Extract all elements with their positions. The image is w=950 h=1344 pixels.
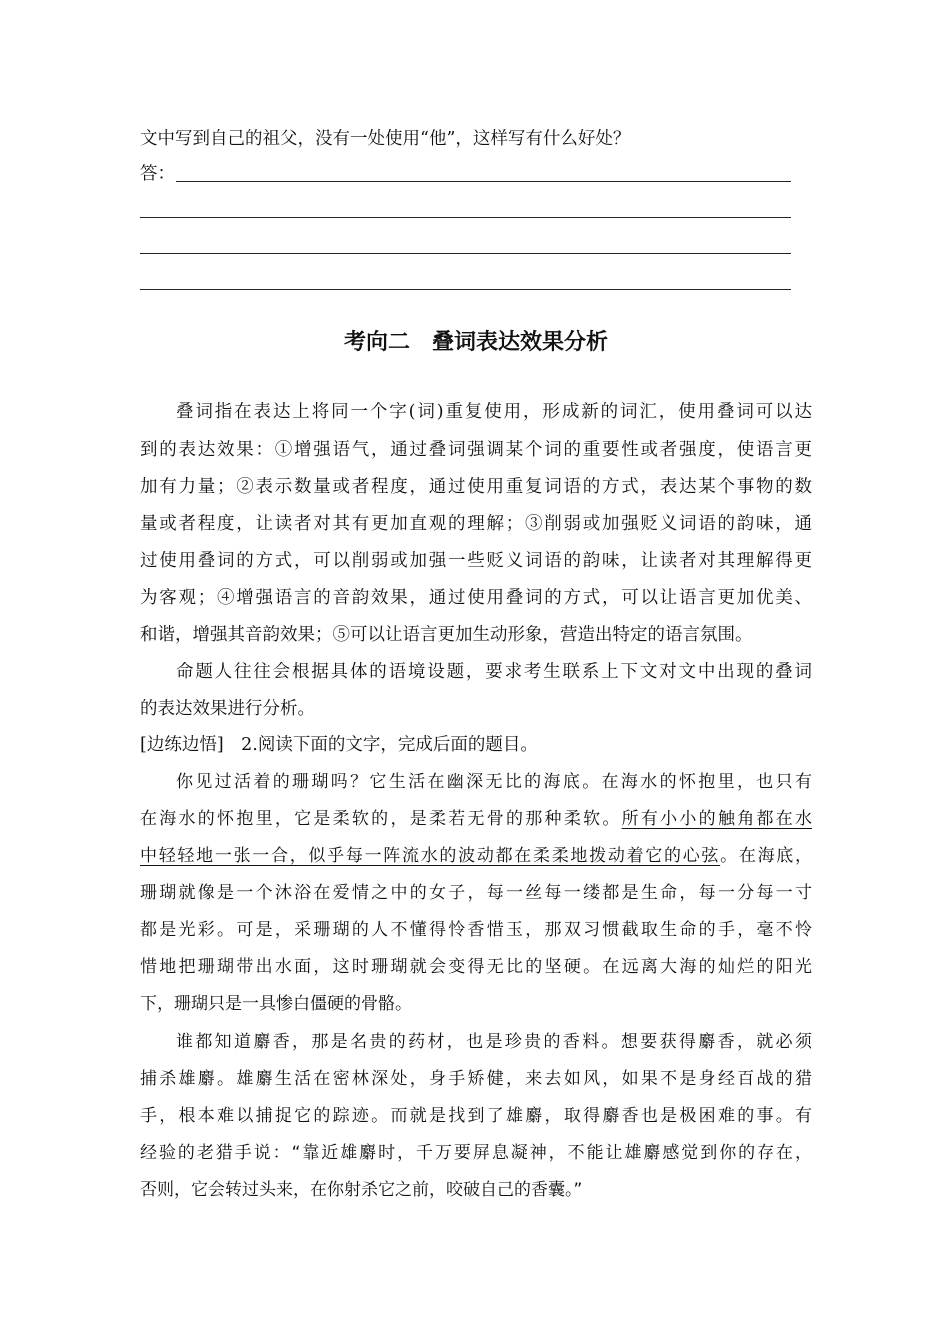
answer-blank-line-1[interactable] xyxy=(176,181,791,182)
passage-line: 手，根本难以捕捉它的踪迹。而就是找到了雄麝，取得麝香也是极困难的事。有 xyxy=(140,1106,812,1126)
passage-line: 惜地把珊瑚带出水面，这时珊瑚就会变得无比的坚硬。在远离大海的灿烂的阳光 xyxy=(140,957,812,977)
section-title: 考向二 叠词表达效果分析 xyxy=(343,330,608,355)
exercise-tag: [边练边悟] xyxy=(140,735,224,755)
exercise-header xyxy=(140,733,538,757)
intro-p2-line: 命题人往往会根据具体的语境设题，要求考生联系上下文对文中出现的叠词 xyxy=(176,662,812,682)
passage-line: 捕杀雄麝。雄麝生活在密林深处，身手矫健，来去如风，如果不是身经百战的猎 xyxy=(140,1069,812,1089)
answer-blank-line-2[interactable] xyxy=(140,217,791,218)
passage-line: 珊瑚就像是一个沐浴在爱情之中的女子，每一丝每一缕都是生命，每一分每一寸 xyxy=(140,883,812,903)
passage-line xyxy=(140,807,812,831)
passage-line: 谁都知道麝香，那是名贵的药材，也是珍贵的香料。想要获得麝香，就必须 xyxy=(176,1032,812,1052)
passage-line: 经验的老猎手说：“靠近雄麝时，千万要屏息凝神，不能让雄麝感觉到你的存在， xyxy=(140,1143,812,1163)
question-prompt: 文中写到自己的祖父，没有一处使用“他”，这样写有什么好处？ xyxy=(140,129,631,149)
answer-label: 答： xyxy=(140,164,175,184)
passage-line: 否则，它会转过头来，在你射杀它之前，咬破自己的香囊。” xyxy=(140,1180,583,1200)
answer-blank-line-3[interactable] xyxy=(140,253,791,254)
intro-p1-line: 为客观；④增强语言的音韵效果，通过使用叠词的方式，可以让语言更加优美、 xyxy=(140,588,812,608)
passage-line: 你见过活着的珊瑚吗？它生活在幽深无比的海底。在海水的怀抱里，也只有 xyxy=(176,772,812,792)
passage-line: 都是光彩。可是，采珊瑚的人不懂得怜香惜玉，那双习惯截取生命的手，毫不怜 xyxy=(140,920,812,940)
intro-p1-line: 到的表达效果：①增强语气，通过叠词强调某个词的重要性或者强度，使语言更 xyxy=(140,440,812,460)
passage-line xyxy=(140,844,812,868)
answer-blank-line-4[interactable] xyxy=(140,289,791,290)
underlined-sentence: 所有小小的触角都在水 xyxy=(621,809,813,829)
passage-line: 下，珊瑚只是一具惨白僵硬的骨骼。 xyxy=(140,994,412,1014)
intro-p2-line: 的表达效果进行分析。 xyxy=(140,699,315,719)
intro-p1-line: 和谐，增强其音韵效果；⑤可以让语言更加生动形象，营造出特定的语言氛围。 xyxy=(140,625,753,645)
passage-text: 在海水的怀抱里，它是柔软的，是柔若无骨的那种柔软。 xyxy=(140,809,622,829)
underlined-sentence: 中轻轻地一张一合，似乎每一阵流水的波动都在柔柔地拨动着它的心弦 xyxy=(140,846,721,866)
intro-p1-line: 加有力量；②表示数量或者程度，通过使用重复词语的方式，表达某个事物的数 xyxy=(140,477,812,497)
exercise-instruction: 2.阅读下面的文字，完成后面的题目。 xyxy=(241,735,538,755)
intro-p1-line: 叠词指在表达上将同一个字(词)重复使用，形成新的词汇，使用叠词可以达 xyxy=(176,402,812,422)
intro-p1-line: 过使用叠词的方式，可以削弱或加强一些贬义词语的韵味，让读者对其理解得更 xyxy=(140,551,812,571)
intro-p1-line: 量或者程度，让读者对其有更加直观的理解；③削弱或加强贬义词语的韵味，通 xyxy=(140,514,812,534)
passage-text: 。在海底， xyxy=(720,846,813,866)
